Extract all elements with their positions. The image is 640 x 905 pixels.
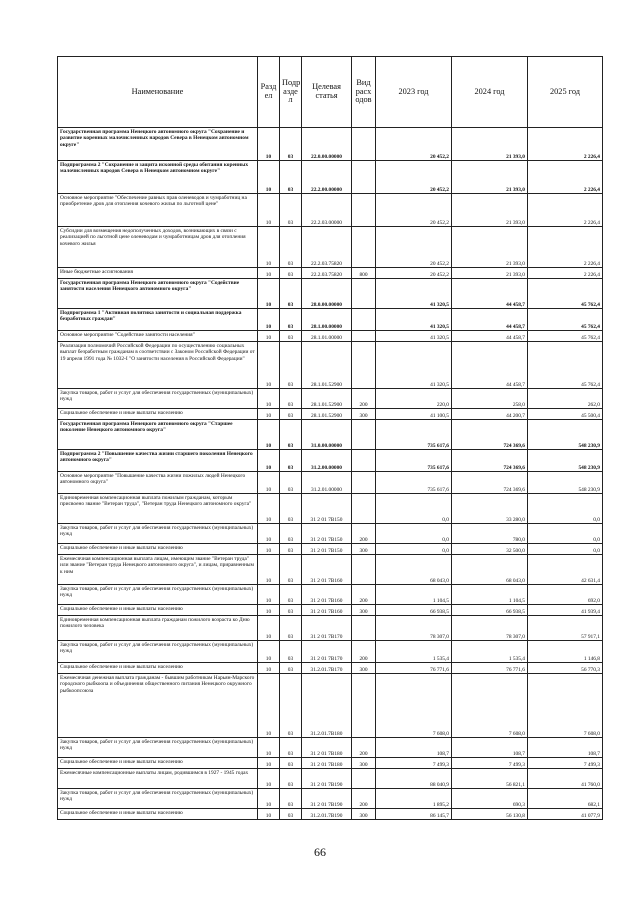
cell-section: 10 — [258, 663, 280, 674]
cell-2025: 2 226,4 — [528, 128, 603, 161]
cell-2023: 1 895,2 — [376, 789, 452, 809]
cell-target-article: 28.0.00.00000 — [302, 279, 352, 309]
cell-target-article: 31.2.00.00000 — [302, 450, 352, 472]
cell-name: Подпрограмма 2 "Повышение качества жизни старшего поколения Ненецкого автономного округа" — [58, 450, 258, 472]
cell-2025: 548 230,9 — [528, 472, 603, 494]
cell-2023: 0,0 — [376, 524, 452, 544]
cell-2025: 0,0 — [528, 524, 603, 544]
cell-2024: 21 393,0 — [452, 227, 528, 268]
cell-expense-type: 200 — [352, 524, 376, 544]
cell-2023: 735 617,6 — [376, 420, 452, 450]
cell-name: Ежемесячная компенсационная выплата лицам, имеющим звание "Ветеран труда" или звание "Ветеран труда Ненецкого автономного округа", и лицам, приравненным к ним — [58, 555, 258, 585]
cell-expense-type — [352, 769, 376, 789]
cell-name: Социальное обеспечение и иные выплаты населению — [58, 758, 258, 769]
cell-expense-type — [352, 555, 376, 585]
cell-2024: 78 307,0 — [452, 616, 528, 641]
cell-subsection: 03 — [280, 389, 302, 409]
cell-expense-type — [352, 674, 376, 738]
cell-target-article: 31 2 01 7B180 — [302, 738, 352, 758]
cell-section: 10 — [258, 227, 280, 268]
cell-2023: 78 307,0 — [376, 616, 452, 641]
table-row — [58, 472, 603, 494]
cell-2023: 20 452,2 — [376, 194, 452, 227]
cell-name: Подпрограмма 2 "Сохранение и защита исконной среды обитания коренных малочисленных народов Севера в Ненецком автономном округе" — [58, 161, 258, 194]
cell-2024: 44 458,7 — [452, 279, 528, 309]
cell-subsection: 03 — [280, 194, 302, 227]
cell-2025: 0,0 — [528, 494, 603, 524]
cell-name: Подпрограмма 1 "Активная политика занятости и социальная поддержка безработных граждан" — [58, 309, 258, 331]
cell-expense-type — [352, 227, 376, 268]
cell-section: 10 — [258, 544, 280, 555]
cell-name: Основное мероприятие "Повышение качества жизни пожилых людей Ненецкого автономного округа" — [58, 472, 258, 494]
cell-2024: 780,0 — [452, 524, 528, 544]
table-row — [58, 555, 603, 585]
cell-section: 10 — [258, 472, 280, 494]
cell-2024: 1 104,5 — [452, 585, 528, 605]
cell-2025: 682,1 — [528, 789, 603, 809]
cell-section: 10 — [258, 420, 280, 450]
cell-2024: 108,7 — [452, 738, 528, 758]
cell-2025: 45 762,4 — [528, 279, 603, 309]
cell-section: 10 — [258, 450, 280, 472]
cell-2025: 1 146,8 — [528, 641, 603, 663]
cell-section: 10 — [258, 161, 280, 194]
cell-2024: 68 043,0 — [452, 555, 528, 585]
cell-section: 10 — [258, 524, 280, 544]
cell-name: Субсидии для возмещения недополученных доходов, возникающих в связи с реализацией по льготной цене оленеводам и чумработницам дров для отопления кочевого жилья — [58, 227, 258, 268]
cell-expense-type: 200 — [352, 738, 376, 758]
cell-2025: 2 226,4 — [528, 194, 603, 227]
cell-subsection: 03 — [280, 309, 302, 331]
cell-subsection: 03 — [280, 342, 302, 389]
cell-2023: 66 938,5 — [376, 605, 452, 616]
cell-2023: 20 452,2 — [376, 227, 452, 268]
cell-section: 10 — [258, 389, 280, 409]
table-row — [58, 331, 603, 342]
cell-name: Закупка товаров, работ и услуг для обеспечения государственных (муниципальных) нужд — [58, 389, 258, 409]
cell-2023: 735 617,6 — [376, 450, 452, 472]
cell-subsection: 03 — [280, 663, 302, 674]
cell-target-article: 31 2 01 7B160 — [302, 605, 352, 616]
cell-target-article: 28.1.01.52900 — [302, 409, 352, 420]
cell-2024: 44 200,7 — [452, 409, 528, 420]
cell-2023: 20 452,2 — [376, 268, 452, 279]
header-year-2025: 2025 год — [528, 57, 603, 128]
table-row — [58, 641, 603, 663]
table-row — [58, 605, 603, 616]
cell-2024: 7 499,3 — [452, 758, 528, 769]
table-row — [58, 389, 603, 409]
cell-target-article: 31.2.01.7B180 — [302, 674, 352, 738]
cell-subsection: 03 — [280, 279, 302, 309]
table-row — [58, 585, 603, 605]
cell-2024: 724 369,6 — [452, 450, 528, 472]
cell-2024: 66 938,5 — [452, 605, 528, 616]
cell-section: 10 — [258, 194, 280, 227]
cell-target-article: 22.2.03.75820 — [302, 268, 352, 279]
cell-target-article: 28.1.00.00000 — [302, 309, 352, 331]
cell-subsection: 03 — [280, 268, 302, 279]
cell-name: Иные бюджетные ассигнования — [58, 268, 258, 279]
cell-section: 10 — [258, 616, 280, 641]
table-row — [58, 268, 603, 279]
cell-subsection: 03 — [280, 605, 302, 616]
cell-target-article: 31 2 01 7B180 — [302, 758, 352, 769]
cell-2023: 41 320,5 — [376, 342, 452, 389]
cell-subsection: 03 — [280, 641, 302, 663]
cell-target-article: 31 2 01 7B150 — [302, 544, 352, 555]
cell-2024: 56 130,8 — [452, 809, 528, 820]
cell-2023: 735 617,6 — [376, 472, 452, 494]
table-header-row — [58, 57, 603, 128]
cell-name: Закупка товаров, работ и услуг для обеспечения государственных (муниципальных) нужд — [58, 738, 258, 758]
cell-2024: 7 608,0 — [452, 674, 528, 738]
cell-name: Социальное обеспечение и иные выплаты населению — [58, 809, 258, 820]
cell-subsection: 03 — [280, 769, 302, 789]
cell-section: 10 — [258, 331, 280, 342]
cell-2023: 76 771,6 — [376, 663, 452, 674]
cell-section: 10 — [258, 268, 280, 279]
cell-subsection: 03 — [280, 409, 302, 420]
cell-name: Закупка товаров, работ и услуг для обеспечения государственных (муниципальных) нужд — [58, 524, 258, 544]
cell-2024: 76 771,6 — [452, 663, 528, 674]
cell-expense-type — [352, 128, 376, 161]
cell-target-article: 31.2.01.00000 — [302, 472, 352, 494]
cell-section: 10 — [258, 758, 280, 769]
cell-expense-type — [352, 342, 376, 389]
table-row — [58, 616, 603, 641]
cell-subsection: 03 — [280, 128, 302, 161]
cell-2025: 7 499,3 — [528, 758, 603, 769]
cell-subsection: 03 — [280, 227, 302, 268]
cell-2023: 7 608,0 — [376, 674, 452, 738]
cell-name: Единовременная компенсационная выплата пожилым гражданам, которым присвоено звание "Ветеран труда", "Ветеран труда Ненецкого автономного округа" — [58, 494, 258, 524]
table-body — [58, 128, 603, 820]
cell-2023: 86 145,7 — [376, 809, 452, 820]
cell-subsection: 03 — [280, 738, 302, 758]
cell-name: Закупка товаров, работ и услуг для обеспечения государственных (муниципальных) нужд — [58, 585, 258, 605]
cell-2024: 44 458,7 — [452, 309, 528, 331]
cell-target-article: 28.1.01.00000 — [302, 331, 352, 342]
cell-2024: 44 458,7 — [452, 342, 528, 389]
cell-name: Ежемесячные компенсационные выплаты лицам, родившимся в 1927 - 1945 годах — [58, 769, 258, 789]
cell-subsection: 03 — [280, 494, 302, 524]
cell-expense-type — [352, 420, 376, 450]
cell-2024: 44 458,7 — [452, 331, 528, 342]
cell-subsection: 03 — [280, 331, 302, 342]
cell-2025: 108,7 — [528, 738, 603, 758]
table-row — [58, 758, 603, 769]
cell-2023: 88 040,9 — [376, 769, 452, 789]
cell-subsection: 03 — [280, 758, 302, 769]
cell-section: 10 — [258, 128, 280, 161]
cell-name: Социальное обеспечение и иные выплаты населению — [58, 605, 258, 616]
cell-expense-type — [352, 161, 376, 194]
cell-2025: 692,0 — [528, 585, 603, 605]
cell-2023: 108,7 — [376, 738, 452, 758]
header-subsection: Подр азде л — [280, 57, 302, 128]
cell-target-article: 22.2.00.00000 — [302, 161, 352, 194]
cell-2025: 57 917,1 — [528, 616, 603, 641]
cell-target-article: 28.1.01.52900 — [302, 389, 352, 409]
table-row — [58, 161, 603, 194]
cell-expense-type — [352, 279, 376, 309]
cell-name: Государственная программа Ненецкого автономного округа "Старшее поколение Ненецкого автономного округа" — [58, 420, 258, 450]
cell-2024: 33 280,0 — [452, 494, 528, 524]
cell-2023: 41 320,5 — [376, 331, 452, 342]
cell-subsection: 03 — [280, 161, 302, 194]
cell-2025: 262,0 — [528, 389, 603, 409]
cell-subsection: 03 — [280, 789, 302, 809]
cell-name: Закупка товаров, работ и услуг для обеспечения государственных (муниципальных) нужд — [58, 641, 258, 663]
cell-2024: 21 393,0 — [452, 161, 528, 194]
cell-2024: 258,0 — [452, 389, 528, 409]
cell-section: 10 — [258, 409, 280, 420]
cell-target-article: 31 2 01 7B190 — [302, 769, 352, 789]
cell-2025: 2 226,4 — [528, 161, 603, 194]
cell-2023: 41 320,5 — [376, 309, 452, 331]
cell-name: Государственная программа Ненецкого автономного округа "Содействие занятости населения Ненецкого автономного округа" — [58, 279, 258, 309]
cell-target-article: 31 2 01 7B150 — [302, 494, 352, 524]
table-row — [58, 309, 603, 331]
cell-2025: 0,0 — [528, 544, 603, 555]
cell-2025: 45 762,4 — [528, 309, 603, 331]
cell-2024: 724 369,6 — [452, 420, 528, 450]
cell-section: 10 — [258, 309, 280, 331]
cell-2025: 7 608,0 — [528, 674, 603, 738]
header-target-article: Целевая статья — [302, 57, 352, 128]
cell-section: 10 — [258, 674, 280, 738]
table-row — [58, 420, 603, 450]
cell-2025: 41 939,4 — [528, 605, 603, 616]
cell-expense-type: 200 — [352, 641, 376, 663]
cell-name: Социальное обеспечение и иные выплаты населению — [58, 663, 258, 674]
page-number: 66 — [314, 845, 326, 859]
cell-2024: 724 369,6 — [452, 472, 528, 494]
cell-target-article: 28.1.01.52900 — [302, 342, 352, 389]
cell-2023: 0,0 — [376, 544, 452, 555]
cell-expense-type: 300 — [352, 809, 376, 820]
table-row — [58, 769, 603, 789]
table-row — [58, 663, 603, 674]
table-row — [58, 789, 603, 809]
cell-2023: 220,0 — [376, 389, 452, 409]
cell-subsection: 03 — [280, 809, 302, 820]
table-row — [58, 809, 603, 820]
cell-name: Основное мероприятие "Содействие занятости населения" — [58, 331, 258, 342]
cell-expense-type: 300 — [352, 663, 376, 674]
cell-section: 10 — [258, 555, 280, 585]
cell-target-article: 22.2.03.75820 — [302, 227, 352, 268]
cell-expense-type — [352, 194, 376, 227]
cell-section: 10 — [258, 738, 280, 758]
cell-expense-type: 800 — [352, 268, 376, 279]
cell-subsection: 03 — [280, 674, 302, 738]
cell-section: 10 — [258, 605, 280, 616]
cell-target-article: 31 2 01 7B170 — [302, 641, 352, 663]
cell-target-article: 31 2 01 7B190 — [302, 789, 352, 809]
cell-section: 10 — [258, 279, 280, 309]
cell-name: Основное мероприятие "Обеспечение равных прав оленеводов и чумработниц на приобретение дров для отопления кочевого жилья по льготной цене" — [58, 194, 258, 227]
cell-subsection: 03 — [280, 524, 302, 544]
cell-name: Реализация полномочий Российской Федерации по осуществлению социальных выплат безработным гражданам в соответствии с Законом Российской Федерации от 19 апреля 1991 года № 1032-I "О занятости населения в Российской Федерации" — [58, 342, 258, 389]
cell-2024: 690,3 — [452, 789, 528, 809]
cell-target-article: 31 2 01 7B160 — [302, 585, 352, 605]
cell-expense-type — [352, 331, 376, 342]
cell-expense-type: 300 — [352, 758, 376, 769]
cell-subsection: 03 — [280, 544, 302, 555]
cell-target-article: 31 2 01 7B170 — [302, 616, 352, 641]
cell-2025: 42 631,4 — [528, 555, 603, 585]
cell-expense-type: 300 — [352, 544, 376, 555]
cell-2023: 7 499,3 — [376, 758, 452, 769]
cell-2024: 21 393,0 — [452, 128, 528, 161]
cell-expense-type — [352, 472, 376, 494]
cell-2023: 1 104,5 — [376, 585, 452, 605]
cell-target-article: 31 2 01 7B150 — [302, 524, 352, 544]
cell-name: Социальное обеспечение и иные выплаты населению — [58, 409, 258, 420]
cell-name: Единовременная компенсационная выплата гражданам пожилого возраста ко Дню пожилого человека — [58, 616, 258, 641]
cell-2024: 56 821,1 — [452, 769, 528, 789]
table-row — [58, 194, 603, 227]
cell-2024: 1 535,4 — [452, 641, 528, 663]
table-row — [58, 450, 603, 472]
header-expense-type: Вид расх одов — [352, 57, 376, 128]
cell-expense-type: 300 — [352, 409, 376, 420]
cell-2023: 0,0 — [376, 494, 452, 524]
cell-2025: 548 230,9 — [528, 450, 603, 472]
cell-subsection: 03 — [280, 555, 302, 585]
cell-section: 10 — [258, 789, 280, 809]
cell-section: 10 — [258, 769, 280, 789]
cell-2025: 56 770,3 — [528, 663, 603, 674]
cell-name: Социальное обеспечение и иные выплаты населению — [58, 544, 258, 555]
table-row — [58, 524, 603, 544]
cell-section: 10 — [258, 585, 280, 605]
table-row — [58, 674, 603, 738]
cell-target-article: 31.2.01.7B170 — [302, 663, 352, 674]
cell-2025: 45 762,4 — [528, 342, 603, 389]
table-row — [58, 279, 603, 309]
cell-2025: 41 760,0 — [528, 769, 603, 789]
cell-2025: 45 500,4 — [528, 409, 603, 420]
cell-section: 10 — [258, 809, 280, 820]
cell-2023: 41 100,5 — [376, 409, 452, 420]
header-year-2024: 2024 год — [452, 57, 528, 128]
cell-section: 10 — [258, 494, 280, 524]
cell-2023: 20 452,2 — [376, 161, 452, 194]
cell-expense-type — [352, 450, 376, 472]
cell-target-article: 22.0.00.00000 — [302, 128, 352, 161]
cell-target-article: 31.2.01.7B190 — [302, 809, 352, 820]
header-name: Наименование — [58, 57, 258, 128]
cell-target-article: 31 2 01 7B160 — [302, 555, 352, 585]
table-row — [58, 409, 603, 420]
cell-name: Ежемесячная денежная выплата гражданам - бывшим работникам Нарьян-Марского городского рыбкоопа и объединения общественного питания Ненецкого окружного рыбкоопсоюза — [58, 674, 258, 738]
cell-target-article: 31.0.00.00000 — [302, 420, 352, 450]
cell-2024: 32 500,0 — [452, 544, 528, 555]
cell-expense-type — [352, 309, 376, 331]
cell-name: Государственная программа Ненецкого автономного округа "Сохранение и развитие коренных малочисленных народов Севера в Ненецком автономном округе" — [58, 128, 258, 161]
cell-section: 10 — [258, 641, 280, 663]
cell-2025: 2 226,4 — [528, 227, 603, 268]
cell-subsection: 03 — [280, 472, 302, 494]
cell-expense-type — [352, 616, 376, 641]
cell-expense-type — [352, 494, 376, 524]
cell-subsection: 03 — [280, 420, 302, 450]
table-row — [58, 544, 603, 555]
cell-2024: 21 393,0 — [452, 268, 528, 279]
cell-2023: 41 320,5 — [376, 279, 452, 309]
table-row — [58, 227, 603, 268]
cell-expense-type: 200 — [352, 389, 376, 409]
cell-subsection: 03 — [280, 585, 302, 605]
cell-subsection: 03 — [280, 450, 302, 472]
cell-2025: 41 077,9 — [528, 809, 603, 820]
table-row — [58, 342, 603, 389]
cell-2025: 45 762,4 — [528, 331, 603, 342]
budget-table — [57, 56, 603, 820]
cell-expense-type: 200 — [352, 789, 376, 809]
table-row — [58, 738, 603, 758]
cell-target-article: 22.2.03.00000 — [302, 194, 352, 227]
cell-section: 10 — [258, 342, 280, 389]
header-section: Разд ел — [258, 57, 280, 128]
cell-2023: 20 452,2 — [376, 128, 452, 161]
cell-expense-type: 300 — [352, 605, 376, 616]
cell-2023: 68 043,0 — [376, 555, 452, 585]
header-year-2023: 2023 год — [376, 57, 452, 128]
cell-name: Закупка товаров, работ и услуг для обеспечения государственных (муниципальных) нужд — [58, 789, 258, 809]
cell-2025: 2 226,4 — [528, 268, 603, 279]
cell-2024: 21 393,0 — [452, 194, 528, 227]
cell-expense-type: 200 — [352, 585, 376, 605]
cell-subsection: 03 — [280, 616, 302, 641]
cell-2025: 548 230,9 — [528, 420, 603, 450]
cell-2023: 1 535,4 — [376, 641, 452, 663]
table-row — [58, 494, 603, 524]
table-row — [58, 128, 603, 161]
